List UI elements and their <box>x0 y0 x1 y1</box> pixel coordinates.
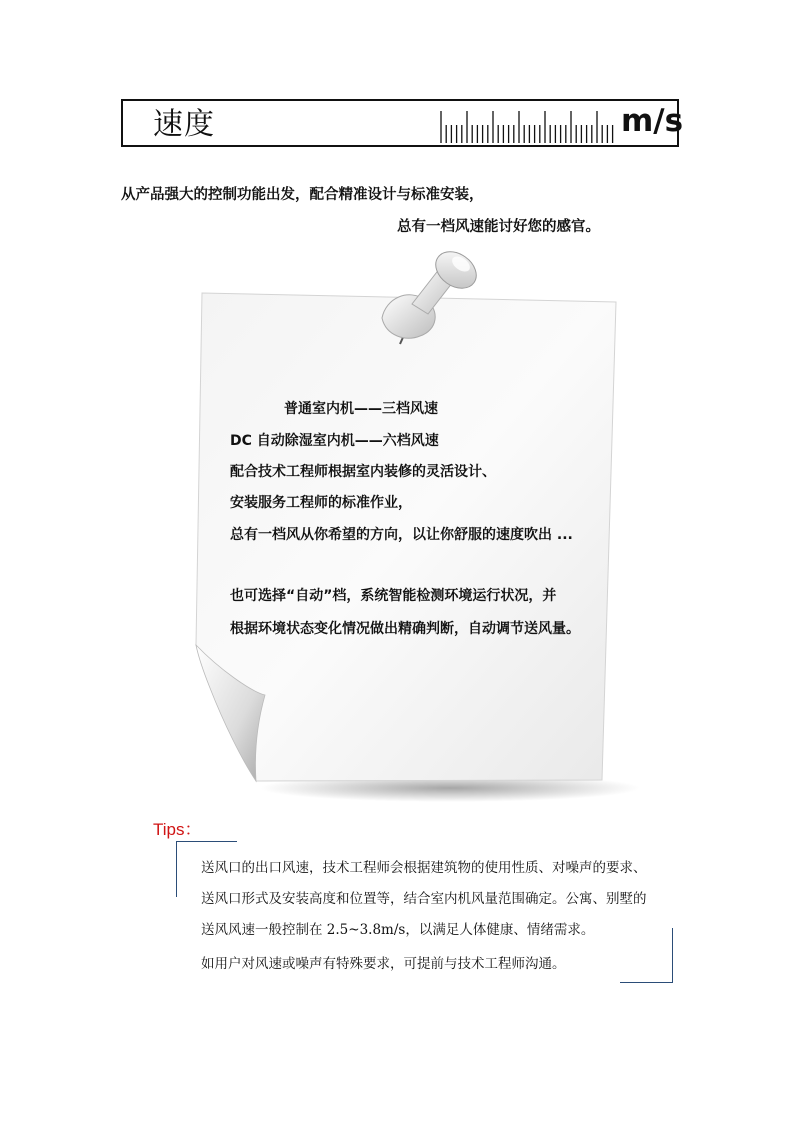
tips-label: Tips： <box>153 820 202 839</box>
tips-line-3: 送风风速一般控制在 2.5~3.8m/s，以满足人体健康、情绪需求。 <box>201 922 595 938</box>
tips-line-4: 如用户对风速或噪声有特殊要求，可提前与技术工程师沟通。 <box>201 956 566 972</box>
note-line-6: 也可选择“自动”档，系统智能检测环境运行状况，并 <box>230 588 557 604</box>
ruler-graphic <box>439 109 621 145</box>
header-box <box>121 99 684 147</box>
page-title: 速度 <box>153 107 215 142</box>
tips-line-1: 送风口的出口风速，技术工程师会根据建筑物的使用性质、对噪声的要求、 <box>201 860 647 876</box>
note-line-2: DC 自动除湿室内机——六档风速 <box>230 433 439 449</box>
tips-frame-corner-bottom-right <box>620 928 673 983</box>
note-line-3: 配合技术工程师根据室内装修的灵活设计、 <box>230 464 496 480</box>
tips-line-2: 送风口形式及安装高度和位置等，结合室内机风量范围确定。公寓、别墅的 <box>201 891 647 907</box>
intro-line-2: 总有一档风速能讨好您的感官。 <box>397 219 600 235</box>
paper-note <box>150 240 670 820</box>
note-line-4: 安装服务工程师的标准作业， <box>230 495 412 511</box>
speed-unit: m/s <box>621 103 684 139</box>
note-line-7: 根据环境状态变化情况做出精确判断，自动调节送风量。 <box>230 621 580 637</box>
intro-line-1: 从产品强大的控制功能出发，配合精准设计与标准安装， <box>121 187 484 203</box>
note-line-1: 普通室内机——三档风速 <box>284 401 438 417</box>
note-line-5: 总有一档风从你希望的方向，以让你舒服的速度吹出 ... <box>230 527 573 543</box>
